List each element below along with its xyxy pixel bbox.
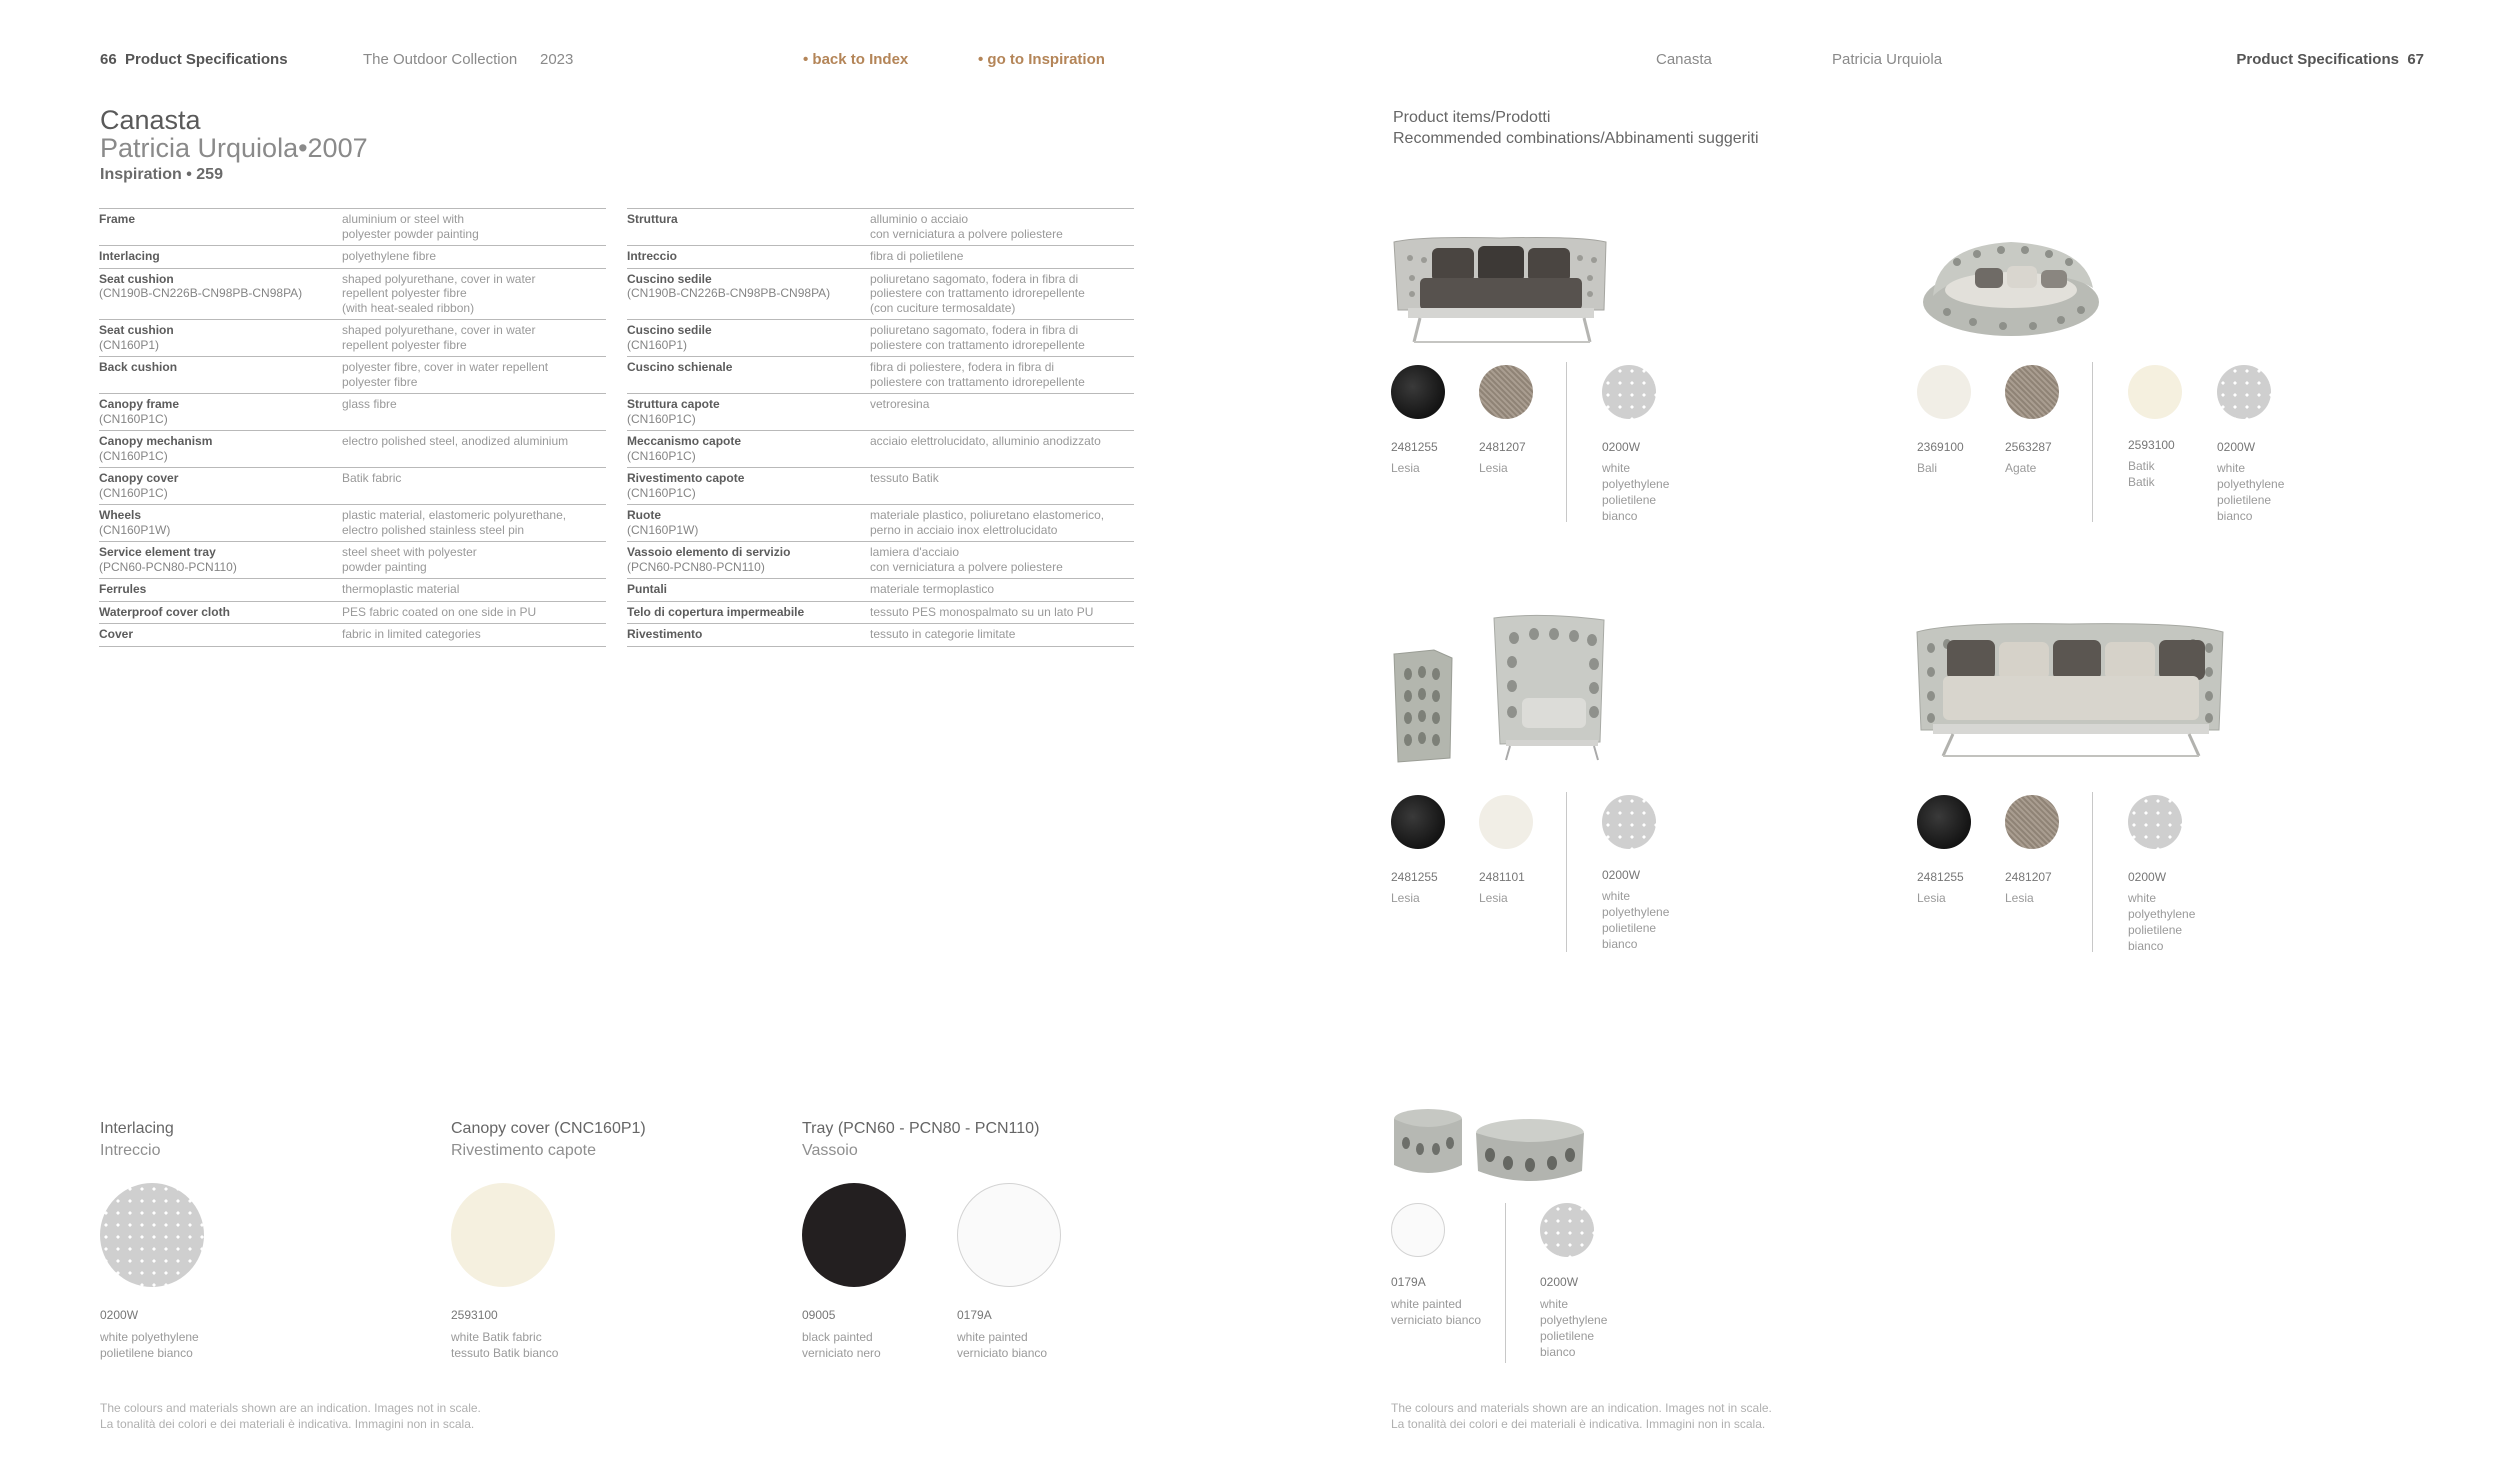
desc-line: white (1540, 1297, 1569, 1311)
spec-value-cell (342, 268, 606, 320)
spec-value-line: shaped polyurethane, cover in water (342, 271, 536, 286)
spec-label-cell (627, 542, 870, 579)
spec-label: Canopy frame (99, 397, 180, 411)
footnote-right (1391, 1400, 1772, 1432)
spec-value-line: vetroresina (870, 397, 930, 411)
spec-label: Vassoio elemento di servizio (627, 545, 791, 559)
swatch-description (1540, 1296, 1607, 1360)
swatch-description (2217, 460, 2284, 524)
spec-label: Ferrules (99, 582, 147, 596)
spec-value-cell (342, 394, 606, 431)
spec-value-cell (870, 601, 1134, 624)
spec-label-code: (CN190B-CN226B-CN98PB-CN98PA) (627, 286, 831, 300)
spec-label-cell (627, 268, 870, 320)
spec-row (99, 624, 606, 647)
spec-row (627, 394, 1134, 431)
spec-label-cell (99, 394, 342, 431)
spec-row (627, 246, 1134, 269)
material-title-en: Canopy cover (CNC160P1) (451, 1120, 646, 1137)
spec-label-code: (CN160P1C) (627, 448, 696, 463)
spec-value-cell (342, 579, 606, 602)
spec-label: Back cushion (99, 360, 178, 374)
spec-value-line: poliestere con trattamento idrorepellente (870, 337, 1085, 352)
swatch-description: Bali (1917, 461, 1938, 475)
spec-label-cell (99, 268, 342, 320)
desc-line: polyethylene (2217, 477, 2285, 491)
material-interlacing-title (100, 1118, 174, 1162)
swatch-code: 0200W (1602, 868, 1641, 882)
back-to-index-link[interactable]: • back to Index (803, 51, 909, 68)
spec-table-english (99, 208, 606, 647)
spec-label-cell (99, 320, 342, 357)
spec-label-cell (99, 209, 342, 246)
spec-label-cell (627, 579, 870, 602)
swatch-0200W-mesh (100, 1183, 204, 1287)
swatch-code: 2481255 (1391, 440, 1438, 454)
spec-value-line: thermoplastic material (342, 582, 460, 596)
material-title-en: Tray (PCN60 - PCN80 - PCN110) (802, 1120, 1040, 1137)
swatch-0200W-mesh (1540, 1203, 1594, 1257)
spec-value-line: materiale termoplastico (870, 582, 995, 596)
spec-value-line: repellent polyester fibre (342, 286, 467, 300)
desc-line: verniciato bianco (1391, 1313, 1482, 1327)
swatch-code: 2481255 (1917, 870, 1964, 884)
swatch-0200W-mesh (1602, 795, 1656, 849)
spec-row (627, 357, 1134, 394)
spec-label-code: (CN160P1C) (627, 411, 696, 426)
spec-value-cell (342, 320, 606, 357)
spec-value-line: acciaio elettrolucidato, alluminio anodizzato (870, 434, 1101, 448)
desc-line: white polyethylene (100, 1330, 199, 1344)
spec-value-line: electro polished stainless steel pin (342, 522, 525, 537)
product-items-heading: Product items/Prodotti (1393, 109, 1551, 126)
spec-label: Cuscino sedile (627, 323, 712, 337)
spec-label-code: (CN160P1C) (99, 411, 168, 426)
collection-year: 2023 (540, 51, 574, 68)
spec-row (99, 601, 606, 624)
spec-value-line: PES fabric coated on one side in PU (342, 604, 537, 619)
swatch-2563287-agate (2005, 365, 2059, 419)
swatch-description (1602, 888, 1669, 952)
desc-line: polietilene (1540, 1329, 1595, 1343)
swatch-2481207-lesia (1479, 365, 1533, 419)
spec-label: Rivestimento capote (627, 471, 745, 485)
spec-label: Cover (99, 627, 134, 641)
spec-value-cell (870, 209, 1134, 246)
footnote-en: The colours and materials shown are an indication. Images not in scale. (100, 1401, 481, 1415)
spec-value-line: powder painting (342, 559, 427, 574)
footnote-left (100, 1400, 481, 1432)
spec-value-cell (342, 601, 606, 624)
sofa-light-image (1913, 620, 2227, 766)
spec-row (627, 431, 1134, 468)
desc-line: white painted (957, 1330, 1028, 1344)
spec-value-cell (342, 468, 606, 505)
spec-value-line: poliestere con trattamento idrorepellente (870, 374, 1085, 389)
desc-line: polietilene bianco (100, 1346, 193, 1360)
spec-label: Telo di copertura impermeabile (627, 604, 805, 619)
spec-label-code: (CN160P1W) (99, 522, 171, 537)
spec-value-line: polyester fibre, cover in water repellent (342, 360, 549, 374)
spec-label-cell (99, 246, 342, 269)
spec-label-cell (99, 505, 342, 542)
product-designer-year: Patricia Urquiola•2007 (100, 133, 368, 163)
spec-value-line: poliuretano sagomato, fodera in fibra di (870, 323, 1079, 337)
spec-label-cell (627, 468, 870, 505)
swatch-code: 2481207 (1479, 440, 1526, 454)
swatch-2481255-lesia (1917, 795, 1971, 849)
desc-line: polyethylene (2128, 907, 2196, 921)
spec-value-line: fibra di polietilene (870, 249, 964, 263)
spec-row (99, 320, 606, 357)
spec-label: Ruote (627, 508, 661, 522)
spec-label-cell (99, 542, 342, 579)
swatch-2481255-lesia (1391, 795, 1445, 849)
desc-line: bianco (2217, 509, 2253, 523)
inspiration-page-ref: Inspiration • 259 (100, 166, 223, 183)
spec-label: Cuscino schienale (627, 360, 733, 374)
spec-label: Canopy mechanism (99, 434, 213, 448)
spec-value-cell (870, 468, 1134, 505)
footnote-en: The colours and materials shown are an indication. Images not in scale. (1391, 1401, 1772, 1415)
spec-label-code: (CN160P1C) (627, 485, 696, 500)
divider (2092, 362, 2093, 522)
spec-value-line: steel sheet with polyester (342, 545, 477, 559)
swatch-code: 0200W (2217, 440, 2256, 454)
swatch-code: 0200W (1540, 1275, 1579, 1289)
go-to-inspiration-link[interactable]: • go to Inspiration (978, 51, 1105, 68)
divider (1566, 362, 1567, 522)
desc-line: tessuto Batik bianco (451, 1346, 559, 1360)
spec-label-cell (627, 601, 870, 624)
spec-row (627, 468, 1134, 505)
spec-row (99, 579, 606, 602)
material-title-en: Interlacing (100, 1120, 174, 1137)
spec-value-cell (342, 542, 606, 579)
product-name: Canasta (100, 105, 201, 135)
swatch-0179A-white (1391, 1203, 1445, 1257)
swatch-description (1391, 1296, 1481, 1328)
desc-line: polietilene (1602, 921, 1657, 935)
spec-label: Wheels (99, 508, 142, 522)
swatch-description (1602, 460, 1669, 524)
right-header-product: Canasta (1656, 51, 1712, 68)
recommended-combinations-heading: Recommended combinations/Abbinamenti suggeriti (1393, 130, 1759, 147)
swatch-code: 0179A (957, 1308, 992, 1322)
spec-value-line: (con cuciture termosaldate) (870, 300, 1016, 315)
desc-line: polyethylene (1602, 477, 1670, 491)
spec-value-cell (342, 357, 606, 394)
desc-line: verniciato nero (802, 1346, 881, 1360)
spec-label-code: (CN160P1) (627, 337, 688, 352)
spec-value-line: polyester fibre (342, 374, 418, 389)
spec-label: Frame (99, 212, 136, 226)
spec-value-cell (870, 246, 1134, 269)
spec-label-cell (627, 431, 870, 468)
right-page-number: 67 (2407, 51, 2424, 68)
swatch-description (100, 1329, 199, 1361)
collection-name: The Outdoor Collection (363, 51, 518, 68)
swatch-description: Lesia (2005, 891, 2034, 905)
spec-value-cell (342, 431, 606, 468)
spec-label-cell (627, 246, 870, 269)
desc-line: polietilene (1602, 493, 1657, 507)
side-tables-image (1390, 1105, 1590, 1187)
spec-table-italian (627, 208, 1134, 647)
spec-label-cell (627, 357, 870, 394)
swatch-description: Lesia (1479, 461, 1508, 475)
swatch-0200W-mesh (2217, 365, 2271, 419)
left-header (100, 51, 288, 68)
spec-label: Struttura capote (627, 397, 720, 411)
swatch-code: 2481255 (1391, 870, 1438, 884)
swatch-2481101-lesia (1479, 795, 1533, 849)
spec-label-code: (CN160P1) (99, 337, 160, 352)
desc-line: polyethylene (1540, 1313, 1608, 1327)
swatch-code: 0200W (100, 1308, 139, 1322)
swatch-description: Agate (2005, 461, 2037, 475)
swatch-description (451, 1329, 558, 1361)
desc-line: bianco (1540, 1345, 1576, 1359)
desc-line: Batik (2128, 459, 2155, 473)
spec-label-cell (627, 505, 870, 542)
spec-label-cell (627, 394, 870, 431)
spec-value-cell (342, 624, 606, 647)
desc-line: bianco (1602, 937, 1638, 951)
spec-value-cell (870, 394, 1134, 431)
spec-value-line: aluminium or steel with (342, 212, 465, 226)
desc-line: white (2128, 891, 2157, 905)
spec-label: Waterproof cover cloth (99, 604, 230, 619)
desc-line: polietilene (2217, 493, 2272, 507)
spec-value-cell (870, 505, 1134, 542)
spec-row (627, 542, 1134, 579)
spec-value-cell (870, 542, 1134, 579)
divider (1566, 792, 1567, 952)
spec-label: Intreccio (627, 249, 678, 263)
desc-line: white (1602, 889, 1631, 903)
spec-label-code: (CN160P1C) (99, 485, 168, 500)
swatch-description: Lesia (1391, 891, 1420, 905)
swatch-0200W-mesh (1602, 365, 1656, 419)
material-title-it: Rivestimento capote (451, 1142, 596, 1159)
swatch-description (2128, 890, 2195, 954)
spec-label: Meccanismo capote (627, 434, 742, 448)
spec-row (627, 505, 1134, 542)
swatch-code: 0179A (1391, 1275, 1426, 1289)
divider (1505, 1203, 1506, 1363)
swatch-2481255-lesia (1391, 365, 1445, 419)
spec-value-line: con verniciatura a polvere poliestere (870, 226, 1063, 241)
spec-value-line: fibra di poliestere, fodera in fibra di (870, 360, 1055, 374)
spec-row (627, 320, 1134, 357)
armchairs-image (1390, 612, 1612, 764)
spec-label-code: (PCN60-PCN80-PCN110) (627, 559, 765, 574)
spec-value-cell (870, 431, 1134, 468)
spec-label: Cuscino sedile (627, 271, 712, 286)
sofa-dark-image (1390, 232, 1612, 350)
spec-value-line: con verniciatura a polvere poliestere (870, 559, 1063, 574)
material-title-it: Intreccio (100, 1142, 161, 1159)
spec-value-line: polyethylene fibre (342, 249, 437, 263)
desc-line: bianco (1602, 509, 1638, 523)
spec-label-code: (CN190B-CN226B-CN98PB-CN98PA) (99, 286, 303, 300)
spec-value-line: shaped polyurethane, cover in water (342, 323, 536, 337)
spec-row (627, 601, 1134, 624)
swatch-code: 0200W (2128, 870, 2167, 884)
swatch-code: 0200W (1602, 440, 1641, 454)
spec-value-line: polyester powder painting (342, 226, 479, 241)
material-tray-title (802, 1118, 1039, 1162)
desc-line: polyethylene (1602, 905, 1670, 919)
spec-value-line: (with heat-sealed ribbon) (342, 300, 475, 315)
swatch-description: Lesia (1917, 891, 1946, 905)
spec-label-cell (627, 624, 870, 647)
spec-label: Seat cushion (99, 271, 174, 286)
spec-value-cell (870, 268, 1134, 320)
left-page-number: 66 (100, 51, 117, 68)
divider (2092, 792, 2093, 952)
spec-label-code: (CN160P1C) (99, 448, 168, 463)
swatch-2593100-batik (451, 1183, 555, 1287)
spec-value-line: poliestere con trattamento idrorepellente (870, 286, 1085, 300)
spec-label-cell (99, 468, 342, 505)
swatch-2593100-batik (2128, 365, 2182, 419)
swatch-description (957, 1329, 1047, 1361)
spec-row (99, 431, 606, 468)
right-header-designer: Patricia Urquiola (1832, 51, 1943, 68)
spec-label-cell (99, 601, 342, 624)
desc-line: white painted (1391, 1297, 1462, 1311)
swatch-code: 2593100 (451, 1308, 498, 1322)
daybed-image (1917, 232, 2105, 342)
desc-line: verniciato bianco (957, 1346, 1048, 1360)
spec-row (99, 357, 606, 394)
swatch-2369100-bali (1917, 365, 1971, 419)
desc-line: Batik (2128, 475, 2155, 489)
desc-line: white Batik fabric (451, 1330, 542, 1344)
spec-label-cell (627, 320, 870, 357)
swatch-code: 2481101 (1479, 870, 1525, 884)
material-canopy-title (451, 1118, 646, 1162)
spec-value-cell (870, 320, 1134, 357)
desc-line: white (2217, 461, 2246, 475)
spec-label-cell (99, 357, 342, 394)
swatch-2481207-lesia (2005, 795, 2059, 849)
spec-label-cell (99, 579, 342, 602)
swatch-code: 2369100 (1917, 440, 1964, 454)
material-title-it: Vassoio (802, 1142, 858, 1159)
spec-value-line: perno in acciaio inox elettrolucidato (870, 522, 1058, 537)
spec-row (99, 268, 606, 320)
spec-value-line: tessuto PES monospalmato su un lato PU (870, 604, 1094, 619)
left-section-title: Product Specifications (125, 51, 288, 68)
swatch-description (802, 1329, 881, 1361)
swatch-code: 2563287 (2005, 440, 2052, 454)
swatch-description: Lesia (1391, 461, 1420, 475)
spec-label: Canopy cover (99, 471, 179, 485)
spec-value-line: glass fibre (342, 397, 397, 411)
swatch-code: 2481207 (2005, 870, 2052, 884)
spec-row (99, 468, 606, 505)
spec-value-cell (870, 579, 1134, 602)
spec-label-cell (99, 431, 342, 468)
spec-row (99, 505, 606, 542)
spec-label: Rivestimento (627, 627, 703, 641)
spec-value-line: tessuto in categorie limitate (870, 627, 1016, 641)
spec-row (99, 246, 606, 269)
spec-value-line: fabric in limited categories (342, 627, 481, 641)
spec-row (627, 579, 1134, 602)
spec-label: Interlacing (99, 249, 160, 263)
desc-line: black painted (802, 1330, 873, 1344)
right-headings (1393, 107, 1759, 149)
spec-value-cell (342, 505, 606, 542)
desc-line: polietilene (2128, 923, 2183, 937)
spec-value-line: electro polished steel, anodized aluminium (342, 434, 569, 448)
spec-value-line: repellent polyester fibre (342, 337, 467, 352)
spec-label: Struttura (627, 212, 678, 226)
footnote-it: La tonalità dei colori e dei materiali è indicativa. Immagini non in scala. (100, 1417, 475, 1431)
spec-value-cell (870, 357, 1134, 394)
desc-line: white (1602, 461, 1631, 475)
swatch-description (2128, 458, 2155, 490)
spec-value-line: lamiera d'acciaio (870, 545, 959, 559)
spec-value-cell (870, 624, 1134, 647)
spec-value-line: materiale plastico, poliuretano elastomerico, (870, 508, 1105, 522)
spec-value-line: tessuto Batik (870, 471, 939, 485)
spec-row (627, 268, 1134, 320)
spec-row (99, 209, 606, 246)
right-section-title: Product Specifications (2236, 51, 2399, 68)
swatch-0200W-mesh (2128, 795, 2182, 849)
spec-value-cell (342, 209, 606, 246)
spec-row (627, 624, 1134, 647)
swatch-description: Lesia (1479, 891, 1508, 905)
spec-value-line: Batik fabric (342, 471, 402, 485)
desc-line: bianco (2128, 939, 2164, 953)
spec-value-line: plastic material, elastomeric polyurethane, (342, 508, 567, 522)
spec-row (99, 394, 606, 431)
spec-label-cell (99, 624, 342, 647)
swatch-09005-black (802, 1183, 906, 1287)
spec-label-code: (CN160P1W) (627, 522, 699, 537)
footnote-it: La tonalità dei colori e dei materiali è indicativa. Immagini non in scala. (1391, 1417, 1766, 1431)
spec-value-line: alluminio o acciaio (870, 212, 969, 226)
spec-row (627, 209, 1134, 246)
spec-label-cell (627, 209, 870, 246)
spec-label: Service element tray (99, 545, 216, 559)
spec-value-cell (342, 246, 606, 269)
right-header (2236, 51, 2424, 68)
swatch-0179A-white (957, 1183, 1061, 1287)
swatch-code: 09005 (802, 1308, 836, 1322)
spec-row (99, 542, 606, 579)
swatch-code: 2593100 (2128, 438, 2175, 452)
spec-label: Puntali (627, 582, 668, 596)
spec-label: Seat cushion (99, 323, 174, 337)
spec-label-code: (PCN60-PCN80-PCN110) (99, 559, 237, 574)
spec-value-line: poliuretano sagomato, fodera in fibra di (870, 271, 1079, 286)
